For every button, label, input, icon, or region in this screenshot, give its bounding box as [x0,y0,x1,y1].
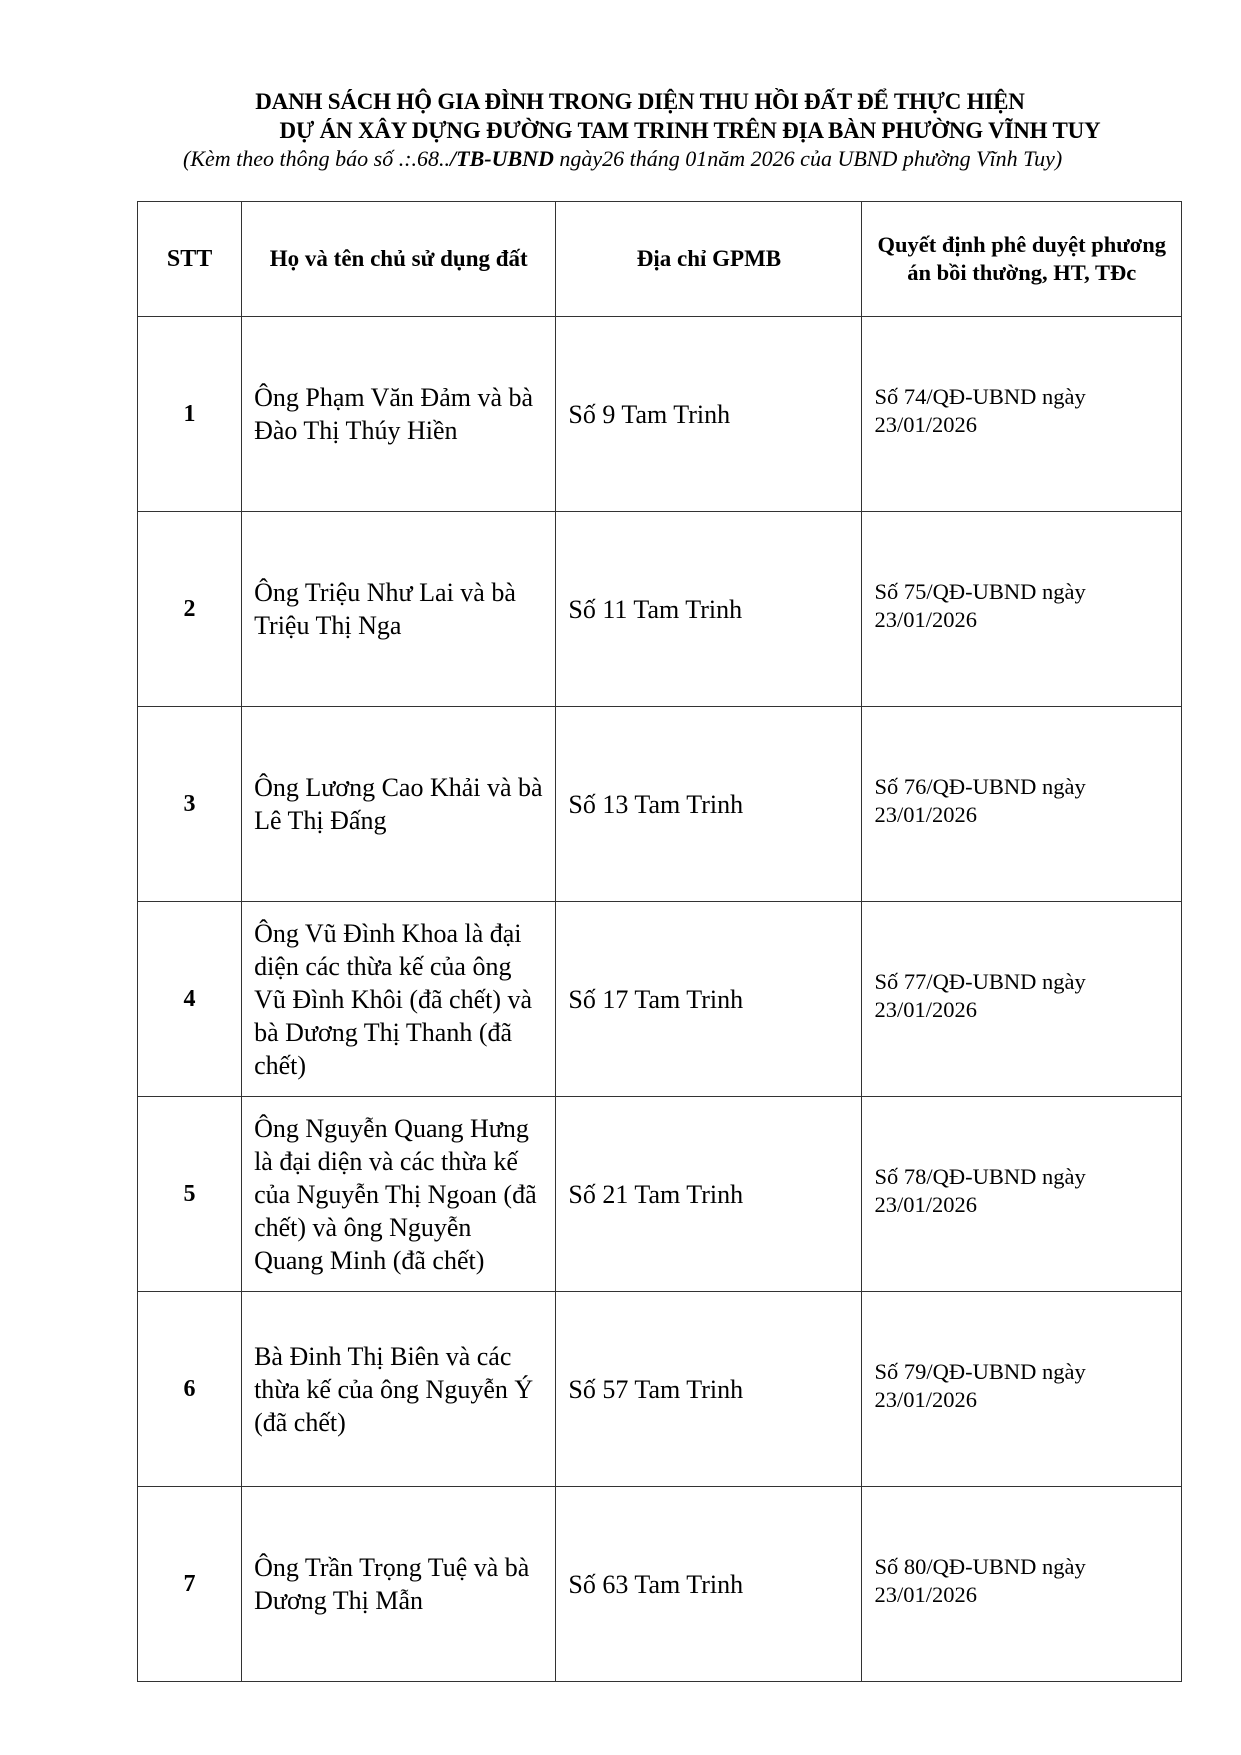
cell-name: Ông Vũ Đình Khoa là đại diện các thừa kế của ông Vũ Đình Khôi (đã chết) và bà Dương Thị Thanh (đã chết) [242,902,556,1097]
cell-address: Số 21 Tam Trinh [556,1097,862,1292]
cell-address: Số 11 Tam Trinh [556,512,862,707]
table-row [138,1292,1182,1487]
cell-name: Ông Triệu Như Lai và bà Triệu Thị Nga [242,512,556,707]
table-row [138,512,1182,707]
cell-stt: 7 [138,1487,242,1682]
document-title-line-2: DỰ ÁN XÂY DỰNG ĐƯỜNG TAM TRINH TRÊN ĐỊA BÀN PHƯỜNG VĨNH TUY [279,118,1101,143]
cell-name: Ông Phạm Văn Đảm và bà Đào Thị Thúy Hiền [242,317,556,512]
cell-stt: 1 [138,317,242,512]
cell-stt: 3 [138,707,242,902]
cell-decision: Số 75/QĐ-UBND ngày 23/01/2026 [862,512,1182,707]
header-stt: STT [138,202,242,317]
cell-address: Số 63 Tam Trinh [556,1487,862,1682]
table-row [138,1487,1182,1682]
cell-address: Số 13 Tam Trinh [556,707,862,902]
cell-name: Ông Nguyễn Quang Hưng là đại diện và các thừa kế của Nguyễn Thị Ngoan (đã chết) và ông Nguyễn Quang Minh (đã chết) [242,1097,556,1292]
cell-address: Số 17 Tam Trinh [556,902,862,1097]
cell-address: Số 57 Tam Trinh [556,1292,862,1487]
households-table [137,201,1182,1682]
cell-stt: 5 [138,1097,242,1292]
cell-decision: Số 80/QĐ-UBND ngày 23/01/2026 [862,1487,1182,1682]
notice-code: /TB-UBND [450,146,554,171]
table-row [138,707,1182,902]
cell-stt: 2 [138,512,242,707]
document-subtitle [183,145,1123,173]
cell-name: Ông Trần Trọng Tuệ và bà Dương Thị Mẫn [242,1487,556,1682]
cell-decision: Số 74/QĐ-UBND ngày 23/01/2026 [862,317,1182,512]
header-decision: Quyết định phê duyệt phương án bồi thường, HT, TĐc [862,202,1182,317]
table-row [138,1097,1182,1292]
header-name: Họ và tên chủ sử dụng đất [242,202,556,317]
cell-decision: Số 79/QĐ-UBND ngày 23/01/2026 [862,1292,1182,1487]
subtitle-date: ngày26 tháng 01năm 2026 của UBND phường Vĩnh Tuy) [553,146,1063,171]
table-row [138,317,1182,512]
subtitle-prefix: (Kèm theo thông báo số [183,146,399,171]
cell-decision: Số 77/QĐ-UBND ngày 23/01/2026 [862,902,1182,1097]
cell-decision: Số 78/QĐ-UBND ngày 23/01/2026 [862,1097,1182,1292]
cell-decision: Số 76/QĐ-UBND ngày 23/01/2026 [862,707,1182,902]
table-row [138,902,1182,1097]
cell-stt: 4 [138,902,242,1097]
notice-number: .:.68.. [398,146,451,171]
cell-stt: 6 [138,1292,242,1487]
cell-name: Ông Lương Cao Khải và bà Lê Thị Đấng [242,707,556,902]
table-header-row [138,202,1182,317]
document-title-line-1: DANH SÁCH HỘ GIA ĐÌNH TRONG DIỆN THU HỒI ĐẤT ĐỂ THỰC HIỆN [255,89,1025,114]
cell-name: Bà Đinh Thị Biên và các thừa kế của ông Nguyễn Ý (đã chết) [242,1292,556,1487]
header-address: Địa chỉ GPMB [556,202,862,317]
cell-address: Số 9 Tam Trinh [556,317,862,512]
